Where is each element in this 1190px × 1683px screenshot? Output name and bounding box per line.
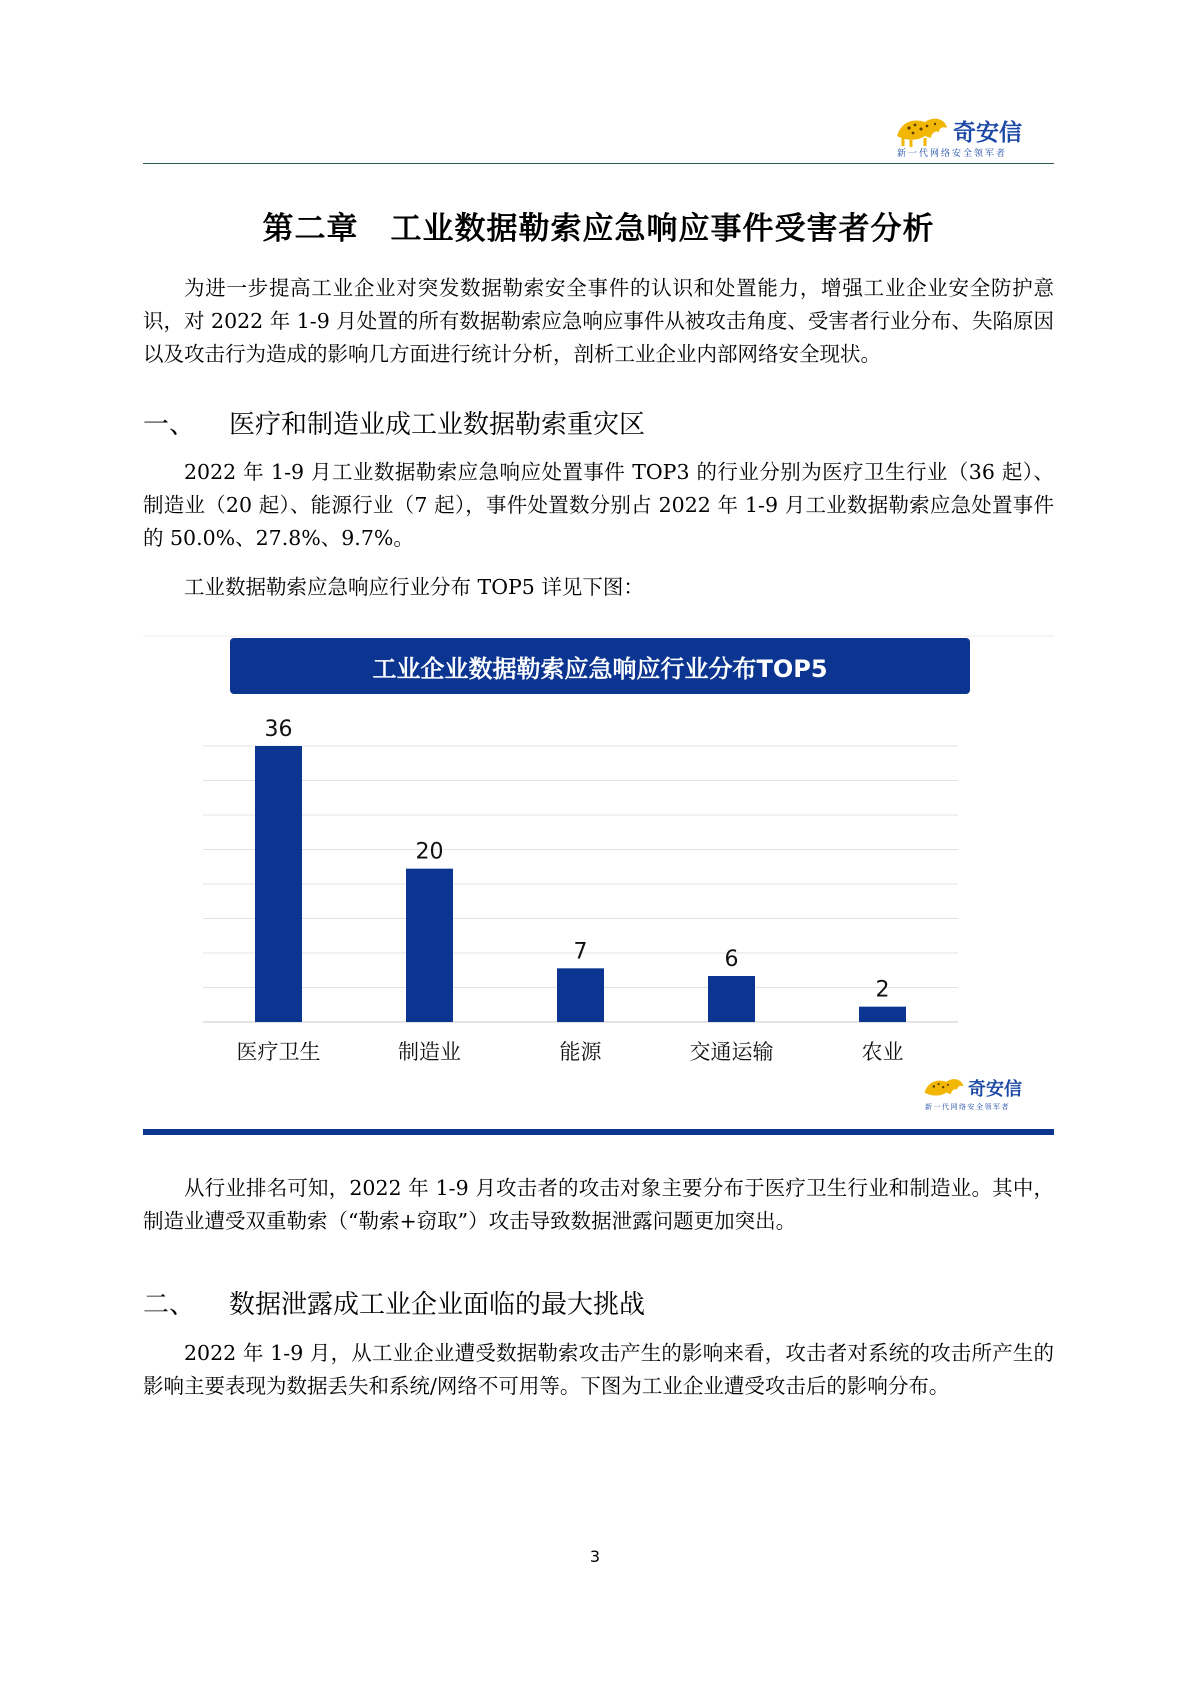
intro-paragraph: 为进一步提高工业企业对突发数据勒索安全事件的认识和处置能力，增强工业企业安全防护意识，对 2022 年 1-9 月处置的所有数据勒索应急响应事件从被攻击角度、受害者行业分布、失陷原因以及攻击行为造成的影响几方面进行统计分析，剖析工业企业内部网络安全现状。	[143, 276, 1054, 366]
brand-tagline: 新一代网络安全领军者	[897, 149, 1008, 159]
section-title: 医疗和制造业成工业数据勒索重灾区	[229, 410, 646, 440]
header-divider	[143, 163, 1054, 164]
bar-chart	[143, 634, 1054, 1140]
section1-paragraph-1: 2022 年 1-9 月工业数据勒索应急响应处置事件 TOP3 的行业分别为医疗卫生行业（36 起）、制造业（20 起）、能源行业（7 起），事件处置数分别占 2022 年 1-9 月工业数据勒索应急处置事件的 50.0%、27.8%、9.7%。	[143, 460, 1054, 550]
brand-name: 奇安信	[968, 1079, 1022, 1100]
brand-name: 奇安信	[953, 120, 1022, 146]
leopard-logo-icon	[895, 112, 949, 148]
data-label-1: 20	[415, 839, 444, 865]
brand-logo	[895, 112, 1045, 158]
chart-title: 工业企业数据勒索应急响应行业分布TOP5	[230, 638, 970, 694]
section2-paragraph-1: 2022 年 1-9 月，从工业企业遭受数据勒索攻击产生的影响来看，攻击者对系统的攻击所产生的影响主要表现为数据丢失和系统/网络不可用等。下图为工业企业遭受攻击后的影响分布。	[143, 1341, 1054, 1398]
category-label-1: 制造业	[398, 1040, 461, 1064]
category-label-2: 能源	[559, 1040, 602, 1064]
leopard-logo-icon	[923, 1074, 965, 1102]
data-label-3: 6	[724, 947, 739, 972]
chart-bottom-rule	[143, 1129, 1054, 1135]
section-number: 二、	[143, 1290, 196, 1320]
section1-paragraph-2: 工业数据勒索应急响应行业分布 TOP5 详见下图：	[184, 575, 644, 599]
chapter-title: 第二章 工业数据勒索应急响应事件受害者分析	[262, 211, 935, 247]
brand-tagline: 新一代网络安全领军者	[925, 1103, 1010, 1111]
bar-3	[708, 976, 755, 1022]
bar-4	[859, 1007, 906, 1022]
section-title: 数据泄露成工业企业面临的最大挑战	[229, 1290, 646, 1320]
data-label-2: 7	[573, 939, 588, 965]
chart-brand-logo	[923, 1072, 1053, 1112]
chart-canvas	[143, 634, 1054, 1140]
page-number: 3	[589, 1547, 601, 1566]
data-label-4: 2	[875, 977, 890, 1003]
data-label-0: 36	[264, 717, 293, 742]
section-number: 一、	[143, 410, 196, 440]
section1-paragraph-3: 从行业排名可知，2022 年 1-9 月攻击者的攻击对象主要分布于医疗卫生行业和制造业。其中，制造业遭受双重勒索（“勒索+窃取”）攻击导致数据泄露问题更加突出。	[143, 1176, 1054, 1233]
category-label-3: 交通运输	[689, 1040, 774, 1064]
category-label-0: 医疗卫生	[236, 1040, 321, 1064]
bar-0	[255, 746, 302, 1022]
bar-1	[406, 869, 453, 1022]
category-label-4: 农业	[861, 1040, 904, 1064]
section-heading-2	[143, 1284, 645, 1321]
section-heading-1	[143, 404, 645, 441]
bar-2	[557, 968, 604, 1022]
